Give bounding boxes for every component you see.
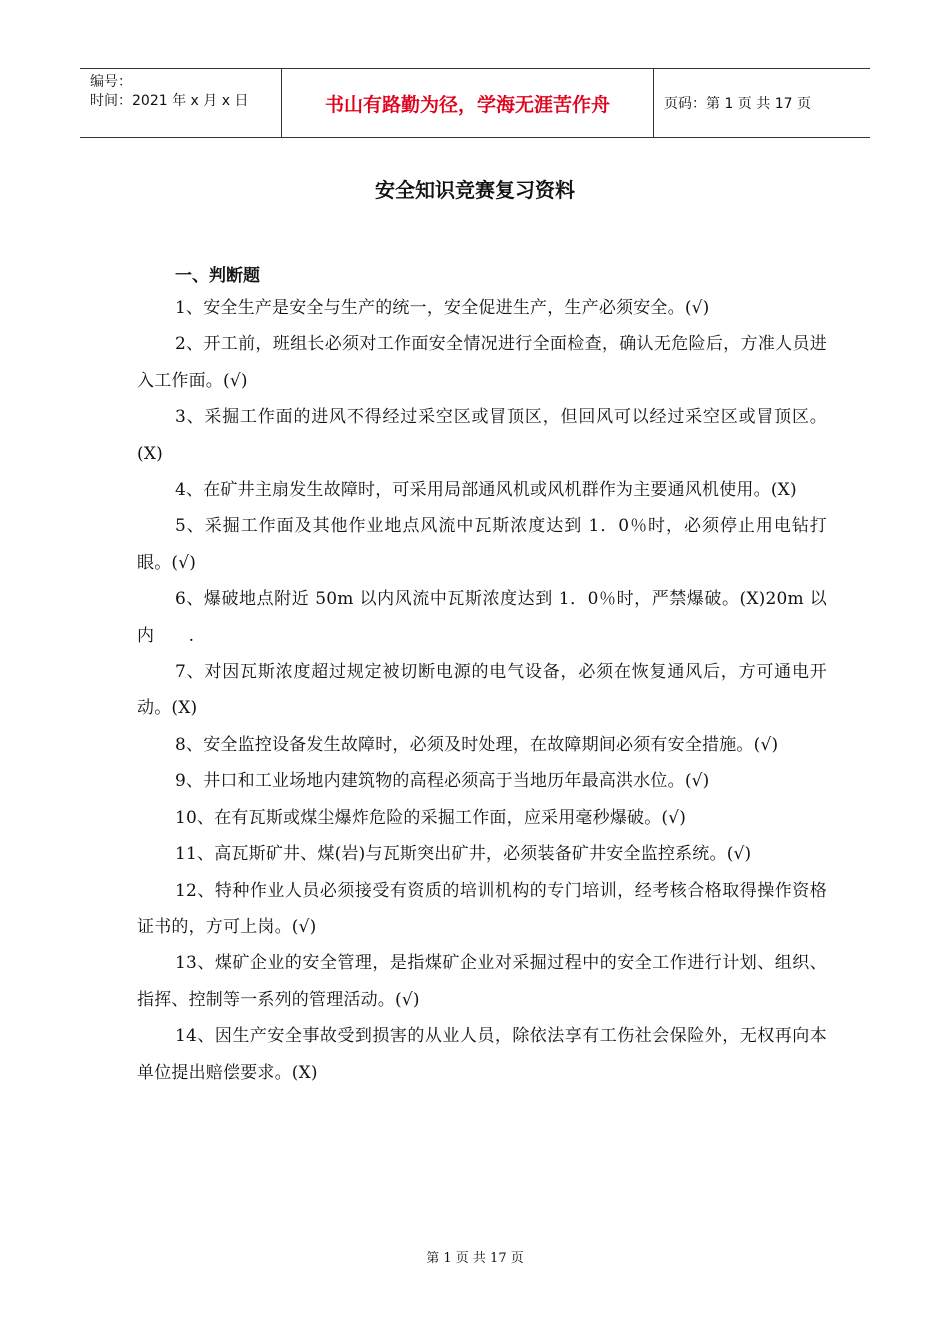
- time-label: 时间：2021 年 x 月 x 日: [90, 93, 249, 109]
- question-item: 2、开工前，班组长必须对工作面安全情况进行全面检查，确认无危险后，方准人员进入工作面。(√): [137, 334, 827, 391]
- question-item: 11、高瓦斯矿井、煤(岩)与瓦斯突出矿井，必须装备矿井安全监控系统。(√): [175, 844, 752, 865]
- question-item: 5、采掘工作面及其他作业地点风流中瓦斯浓度达到 1．0％时，必须停止用电钻打眼。(√): [137, 516, 827, 573]
- number-label: 编号：: [90, 74, 132, 90]
- page-footer: 第 1 页 共 17 页: [426, 1251, 524, 1266]
- header-meta: [80, 69, 281, 137]
- header-table: [80, 68, 870, 138]
- question-item: 6、爆破地点附近 50m 以内风流中瓦斯浓度达到 1．0％时，严禁爆破。(X)20m 以内 .: [137, 589, 827, 646]
- header-motto: 书山有路勤为径，学海无涯苦作舟: [281, 69, 654, 137]
- question-item: 12、特种作业人员必须接受有资质的培训机构的专门培训，经考核合格取得操作资格证书的，方可上岗。(√): [137, 880, 827, 937]
- question-item: 13、煤矿企业的安全管理，是指煤矿企业对采掘过程中的安全工作进行计划、组织、指挥、控制等一系列的管理活动。(√): [137, 953, 827, 1010]
- document-title: 安全知识竞赛复习资料: [375, 178, 575, 202]
- question-item: 1、安全生产是安全与生产的统一，安全促进生产，生产必须安全。(√): [175, 298, 710, 318]
- question-item: 4、在矿井主扇发生故障时，可采用局部通风机或风机群作为主要通风机使用。(X): [175, 480, 797, 501]
- header-page-info: 页码：第 1 页 共 17 页: [664, 96, 811, 112]
- question-item: 14、因生产安全事故受到损害的从业人员，除依法享有工伤社会保险外，无权再向本单位提出赔偿要求。(X): [137, 1026, 827, 1083]
- question-item: 3、采掘工作面的进风不得经过采空区或冒顶区，但回风可以经过采空区或冒顶区。(X): [137, 407, 827, 464]
- question-item: 10、在有瓦斯或煤尘爆炸危险的采掘工作面，应采用毫秒爆破。(√): [175, 807, 687, 828]
- section-heading: 一、判断题: [175, 266, 260, 286]
- question-item: 7、对因瓦斯浓度超过规定被切断电源的电气设备，必须在恢复通风后，方可通电开动。(X): [137, 662, 827, 719]
- question-item: 8、安全监控设备发生故障时，必须及时处理，在故障期间必须有安全措施。(√): [175, 734, 779, 755]
- question-item: 9、井口和工业场地内建筑物的高程必须高于当地历年最高洪水位。(√): [175, 771, 710, 792]
- question-list: [137, 290, 827, 1091]
